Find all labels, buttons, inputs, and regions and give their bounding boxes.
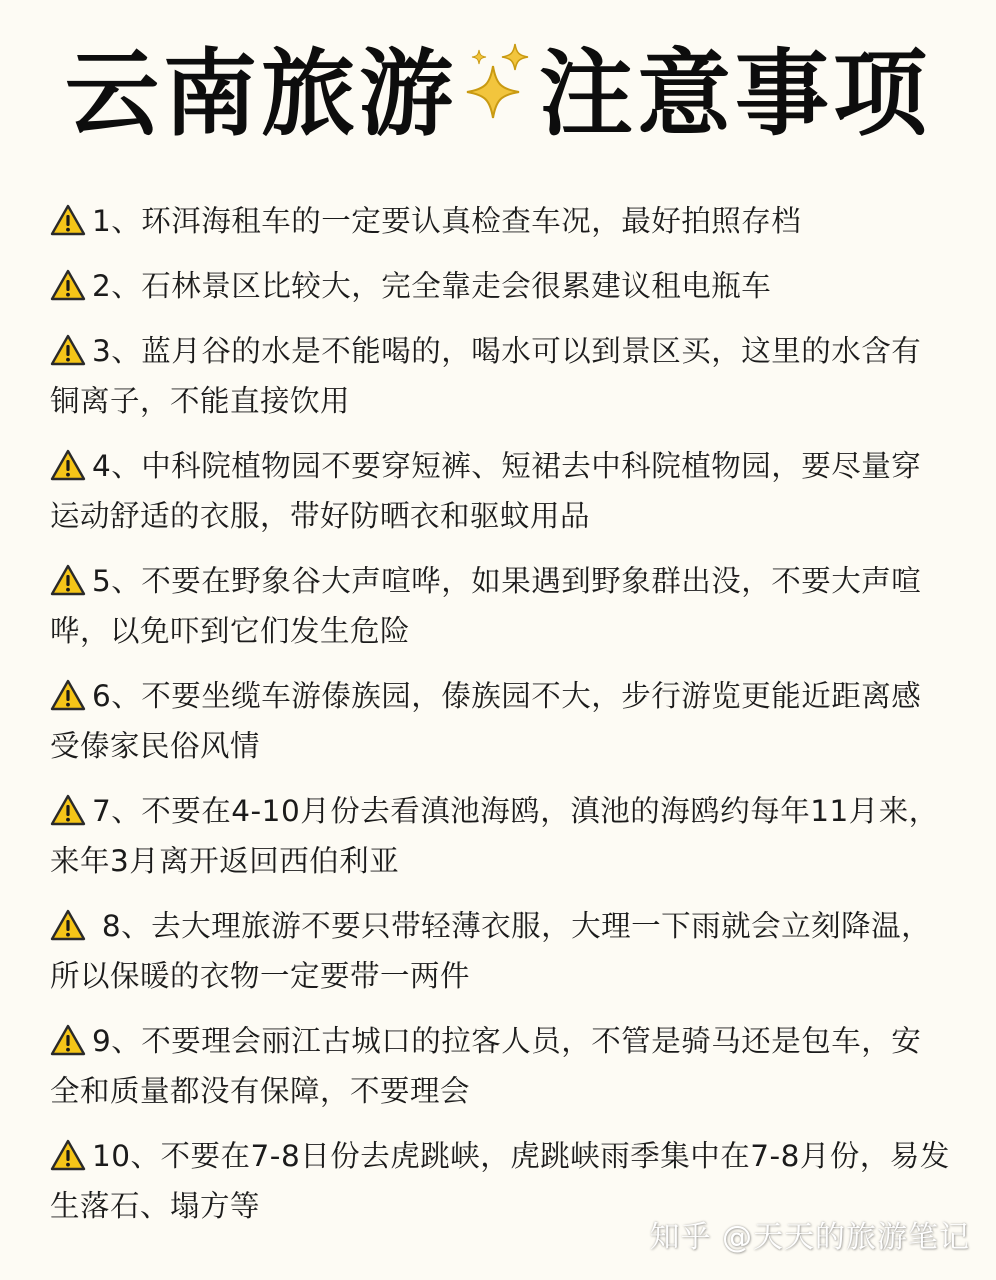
tips-list bbox=[50, 196, 950, 1246]
warning-icon bbox=[50, 1021, 86, 1053]
title-left: 云南旅游 bbox=[64, 39, 457, 149]
sparkles-icon bbox=[463, 36, 533, 126]
list-item bbox=[50, 786, 950, 886]
list-item bbox=[50, 556, 950, 656]
list-item-text: 9、不要理会丽江古城口的拉客人员，不管是骑马还是包车，安全和质量都没有保障，不要理会 bbox=[50, 1024, 922, 1108]
warning-icon bbox=[50, 446, 86, 478]
title-right: 注意事项 bbox=[539, 39, 932, 149]
list-item-text: 4、中科院植物园不要穿短裤、短裙去中科院植物园，要尽量穿运动舒适的衣服，带好防晒衣和驱蚊用品 bbox=[50, 449, 922, 533]
list-item bbox=[50, 196, 950, 246]
warning-icon bbox=[50, 561, 86, 593]
warning-icon bbox=[50, 1136, 86, 1168]
page-title bbox=[0, 30, 996, 149]
warning-icon bbox=[50, 201, 86, 233]
list-item bbox=[50, 1016, 950, 1116]
list-item-text: 3、蓝月谷的水是不能喝的，喝水可以到景区买，这里的水含有铜离子，不能直接饮用 bbox=[50, 334, 922, 418]
list-item-text: 7、不要在4-10月份去看滇池海鸥，滇池的海鸥约每年11月来，来年3月离开返回西伯利亚 bbox=[50, 794, 939, 878]
warning-icon bbox=[50, 266, 86, 298]
list-item-text: 8、去大理旅游不要只带轻薄衣服，大理一下雨就会立刻降温，所以保暖的衣物一定要带一两件 bbox=[50, 909, 932, 993]
warning-icon bbox=[50, 331, 86, 363]
list-item bbox=[50, 441, 950, 541]
list-item-text: 10、不要在7-8日份去虎跳峡，虎跳峡雨季集中在7-8月份，易发生落石、塌方等 bbox=[50, 1139, 950, 1223]
list-item-text: 1、环洱海租车的一定要认真检查车况，最好拍照存档 bbox=[92, 204, 802, 238]
list-item bbox=[50, 671, 950, 771]
warning-icon bbox=[50, 906, 86, 938]
list-item-text: 5、不要在野象谷大声喧哗，如果遇到野象群出没，不要大声喧哗，以免吓到它们发生危险 bbox=[50, 564, 922, 648]
list-item bbox=[50, 901, 950, 1001]
warning-icon bbox=[50, 676, 86, 708]
list-item-text: 6、不要坐缆车游傣族园，傣族园不大，步行游览更能近距离感受傣家民俗风情 bbox=[50, 679, 922, 763]
warning-icon bbox=[50, 791, 86, 823]
list-item bbox=[50, 261, 950, 311]
list-item bbox=[50, 326, 950, 426]
watermark: 知乎 @天天的旅游笔记 bbox=[649, 1220, 970, 1255]
list-item-text: 2、石林景区比较大，完全靠走会很累建议租电瓶车 bbox=[92, 269, 772, 303]
